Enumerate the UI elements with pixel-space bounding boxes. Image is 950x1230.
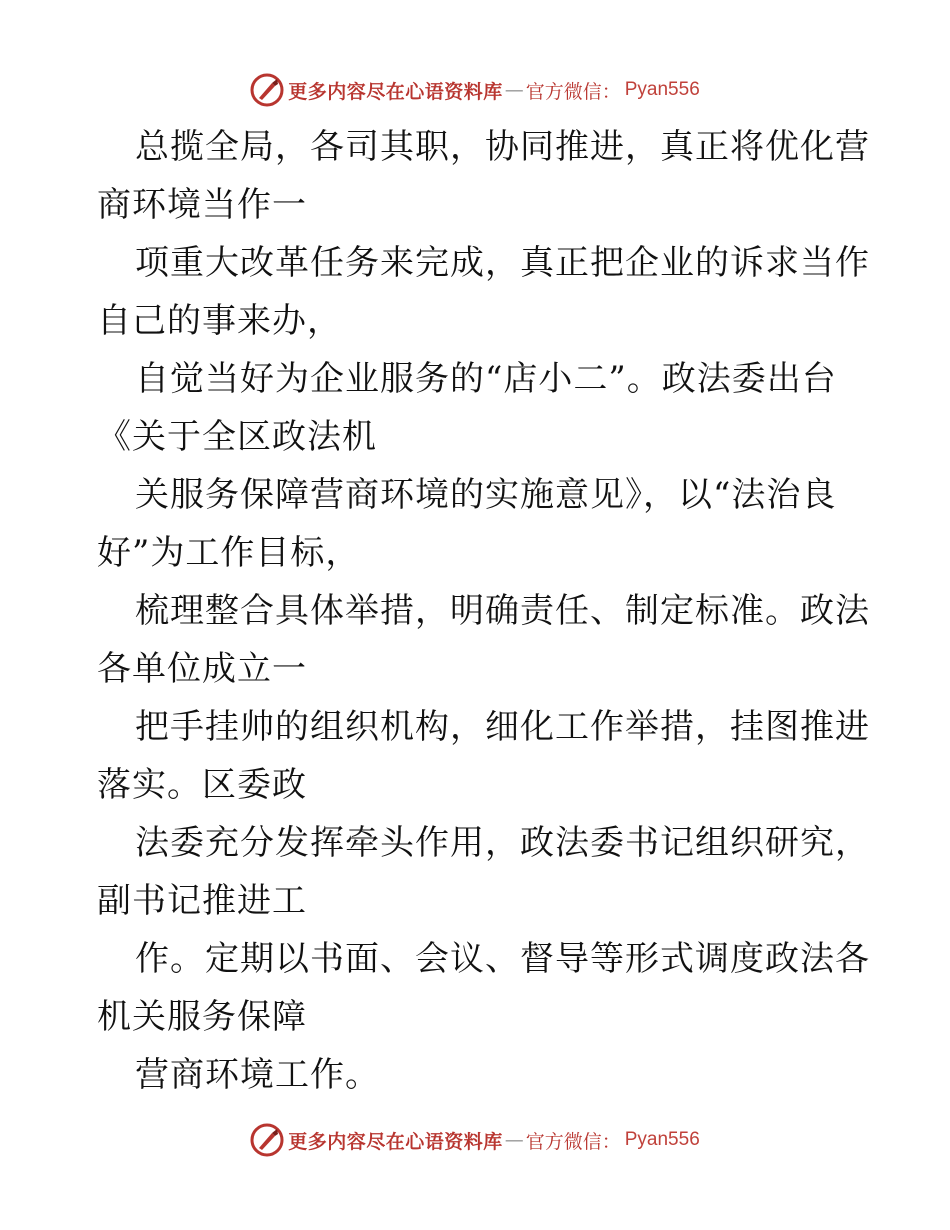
header-watermark — [0, 70, 950, 110]
watermark-separator: — — [504, 79, 524, 101]
footer-watermark — [0, 1120, 950, 1160]
text-line: 《关于全区政法机 — [97, 417, 377, 457]
text-line: 副书记推进工 — [97, 881, 307, 921]
watermark-id: Pyan556 — [624, 1129, 700, 1150]
text-line: 关服务保障营商环境的实施意见》，以“法治良 — [135, 475, 837, 515]
text-line: 梳理整合具体举措，明确责任、制定标准。政法 — [135, 591, 870, 631]
text-line: 落实。区委政 — [97, 765, 307, 805]
watermark-main: 更多内容尽在心语资料库 — [288, 1130, 503, 1153]
text-line: 好”为工作目标， — [97, 533, 361, 573]
quill-logo-icon — [250, 73, 284, 107]
watermark-official: 官方微信： — [525, 1130, 621, 1153]
text-line: 作。定期以书面、会议、督导等形式调度政法各 — [135, 939, 870, 979]
watermark-main: 更多内容尽在心语资料库 — [288, 80, 503, 103]
text-line: 营商环境工作。 — [135, 1055, 380, 1095]
document-body — [97, 118, 870, 1104]
quill-logo-icon — [250, 1123, 284, 1157]
watermark-official: 官方微信： — [525, 80, 621, 103]
text-line: 法委充分发挥牵头作用，政法委书记组织研究， — [135, 823, 870, 863]
watermark-separator: — — [504, 1129, 524, 1151]
text-line: 把手挂帅的组织机构，细化工作举措，挂图推进 — [135, 707, 870, 747]
text-line: 商环境当作一 — [97, 185, 307, 225]
text-line: 项重大改革任务来完成，真正把企业的诉求当作 — [135, 243, 870, 283]
text-line: 自己的事来办， — [97, 301, 342, 341]
text-line: 自觉当好为企业服务的“店小二”。政法委出台 — [135, 359, 837, 399]
text-line: 总揽全局，各司其职，协同推进，真正将优化营 — [135, 127, 870, 167]
text-line: 机关服务保障 — [97, 997, 307, 1037]
text-line: 各单位成立一 — [97, 649, 307, 689]
watermark-id: Pyan556 — [624, 79, 700, 100]
